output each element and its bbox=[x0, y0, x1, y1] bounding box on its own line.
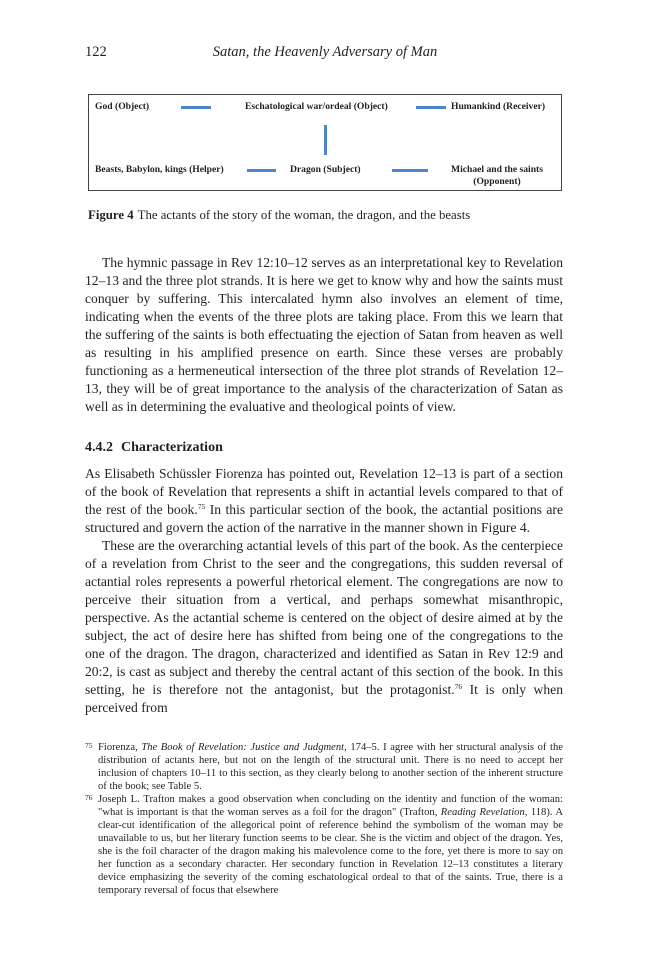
node-eschatological-war: Eschatological war/ordeal (Object) bbox=[245, 101, 388, 112]
body-paragraph-3 bbox=[85, 537, 563, 717]
footnote-text-a: Joseph L. Trafton makes a good observation when concluding on the identity and function of the woman: "what is important is that the woman serves as a foil for the dragon" (Trafton, bbox=[98, 794, 563, 818]
para2-text-b: In this particular section of the book, the actantial positions are structured and govern the action of the narrative in the manner shown in Figure 4. bbox=[85, 502, 563, 535]
page-number: 122 bbox=[85, 44, 107, 60]
arrow-opponent-to-dragon bbox=[392, 169, 428, 172]
footnote-author: Fiorenza, bbox=[98, 742, 142, 753]
footnote-ref-75[interactable]: 75 bbox=[197, 502, 206, 511]
footnote-text bbox=[98, 741, 563, 793]
footnote-text-b: , 118). A clear-cut identification of the allegorical point of reference behind the symbolism of the woman may be unavailable to us, but her literary function seems to be clear. She is the victim and object of the dragon. Yes, she is the foil character of the dragon making his malevolence come to the fore, yet there is more to say on her function as a secondary character. Her secondary function in Revelation 12–13 constitutes a literary device emphasizing the severity of the coming eschatological ordeal to that of the saints. True, there is a temporary reversal of focus that elsewhere bbox=[98, 807, 563, 896]
section-heading bbox=[85, 440, 223, 456]
node-dragon-subject: Dragon (Subject) bbox=[290, 164, 361, 175]
node-god-object: God (Object) bbox=[95, 101, 150, 112]
section-title: Characterization bbox=[121, 440, 223, 455]
node-beasts-helper: Beasts, Babylon, kings (Helper) bbox=[95, 164, 224, 175]
section-number: 4.4.2 bbox=[85, 440, 113, 455]
para3-text-a: These are the overarching actantial levels of this part of the book. As the centerpiece of a revelation from Christ to the seer and the congregations, this sudden reversal of actantial roles represents a powerful rhetorical element. The congregations are now to perceive their situation from a vertical, and perhaps somewhat misanthropic, perspective. As the actantial scheme is centered on the object of desire aimed at by the subject, the act of desire here has shifted from being one of the congregations to the one of the dragon. The dragon, characterized and identified as Satan in Rev 12:9 and 20:2, is cast as subject and thereby the central actant of this section of the book. In this setting, he is therefore not the antagonist, but the protagonist. bbox=[85, 538, 563, 697]
node-michael-line1: Michael and the saints bbox=[451, 164, 543, 175]
arrow-war-to-humankind bbox=[416, 106, 446, 109]
footnote-rest: , 174–5. I agree with her structural analysis of the distribution of actants here, but not on the length of the structural unit. There is no need to accept her inclusion of chapters 10–11 to this section, as they clearly belong to another section of the inherent structure of the book; see Table 5. bbox=[98, 742, 563, 792]
caption-text: The actants of the story of the woman, the dragon, and the beasts bbox=[137, 208, 471, 222]
para2-text-a: As Elisabeth Schüssler Fiorenza has pointed out, Revelation 12–13 is part of a section of the book of Revelation that represents a shift in actantial levels compared to that of the rest of the book. bbox=[85, 466, 563, 517]
body-paragraph-1: The hymnic passage in Rev 12:10–12 serves as an interpretational key to Revelation 12–13 and the three plot strands. It is here we get to know why and how the saints must conquer by suffering. This intercalated hymn also involves an element of time, indicating when the events of the three plots are taking place. From this we learn that the suffering of the saints is both effectuating the ejection of Satan from heaven as well as resulting in his amplified presence on earth. Since these verses are probably functioning as a hermeneutical intersection of the three plot strands of Revelation 12–13, they will be of great importance to the analysis of the characterization of Satan as well as in determining the evaluative and theological points of view. bbox=[85, 255, 563, 414]
footnote-title: The Book of Revelation: Justice and Judgment bbox=[141, 742, 345, 753]
footnote-ref-76[interactable]: 76 bbox=[454, 682, 463, 691]
running-title: Satan, the Heavenly Adversary of Man bbox=[212, 44, 438, 60]
arrow-dragon-to-war bbox=[324, 125, 327, 155]
footnote-75 bbox=[85, 741, 563, 793]
caption-label: Figure 4 bbox=[88, 208, 134, 222]
arrow-god-to-war bbox=[181, 106, 211, 109]
footnote-number: 76 bbox=[85, 793, 93, 802]
footnote-title: Reading Revelation bbox=[440, 807, 525, 818]
page-header bbox=[85, 44, 565, 64]
node-michael-line2: (Opponent) bbox=[473, 176, 521, 187]
para3-text-b: It is only when perceived from bbox=[85, 682, 563, 715]
arrow-helper-to-dragon bbox=[247, 169, 276, 172]
body-paragraph-2 bbox=[85, 465, 563, 537]
footnote-76 bbox=[85, 793, 563, 897]
node-humankind-receiver: Humankind (Receiver) bbox=[451, 101, 546, 112]
figure-caption bbox=[88, 208, 568, 223]
node-michael-opponent bbox=[437, 164, 557, 188]
footnote-number: 75 bbox=[85, 741, 93, 750]
actantial-diagram bbox=[88, 94, 562, 191]
footnote-text bbox=[98, 793, 563, 897]
